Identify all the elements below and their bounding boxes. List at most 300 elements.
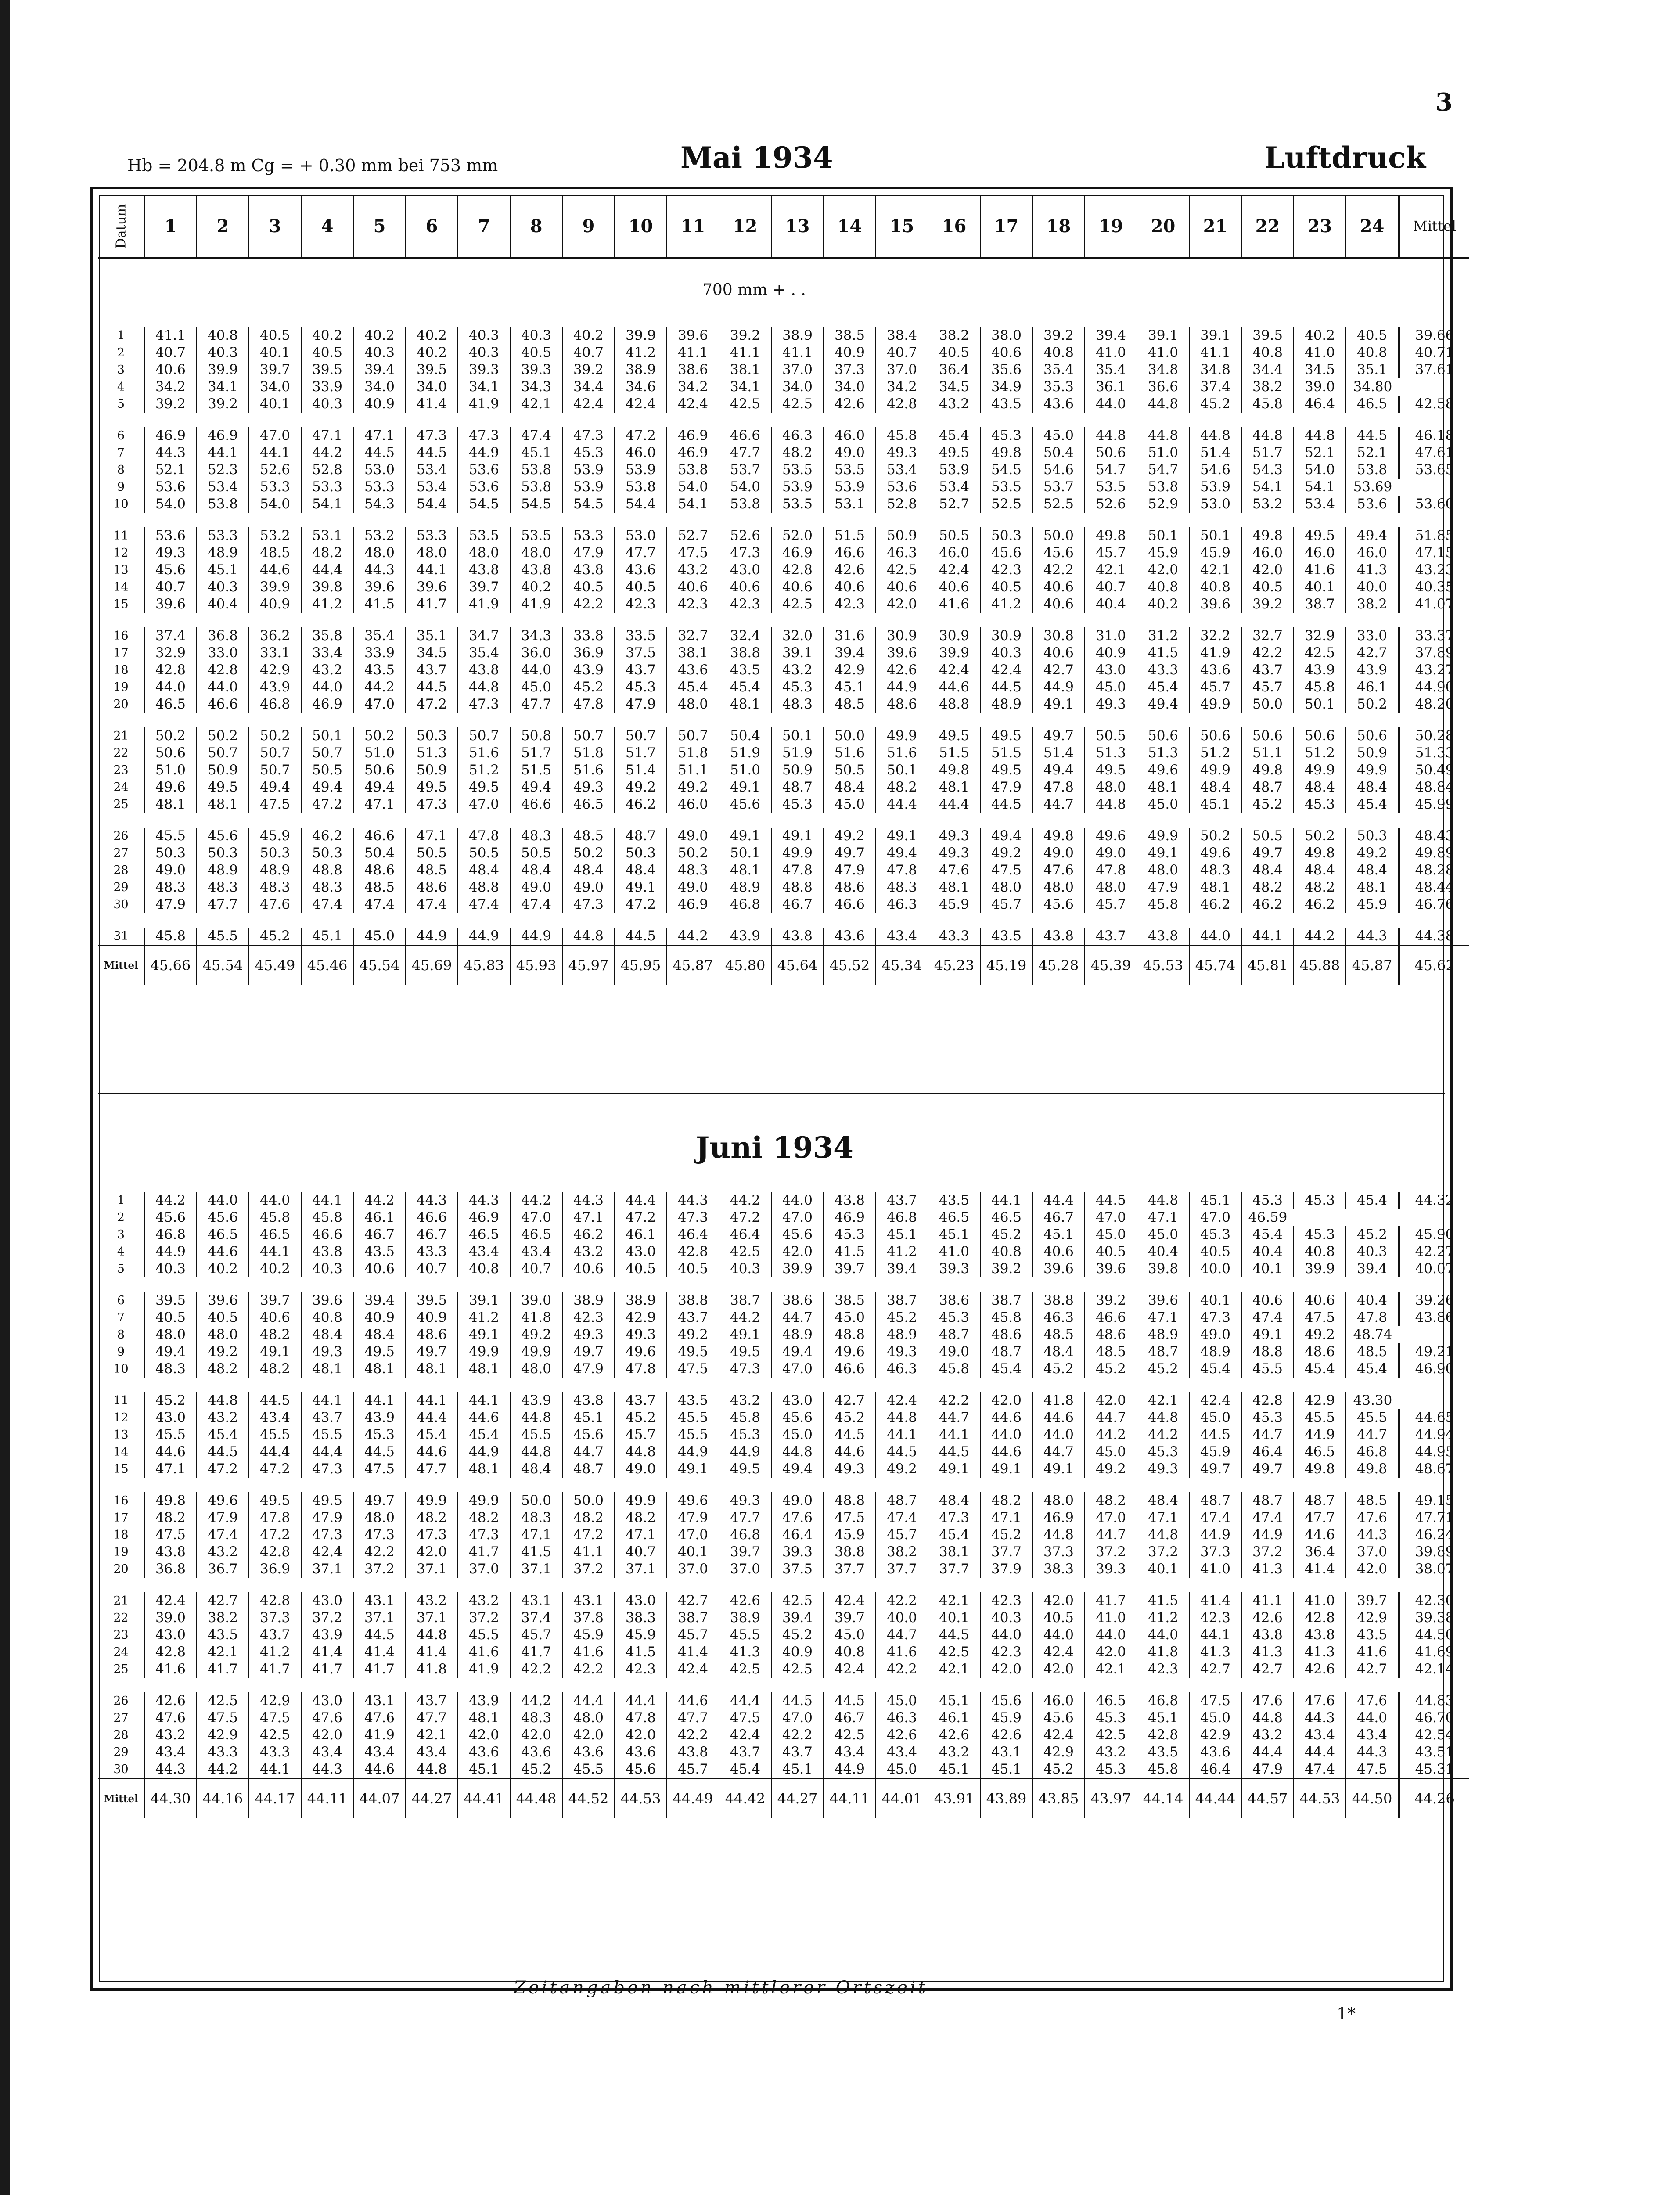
pressure-cell: 50.6 [1294,727,1346,745]
pressure-cell: 44.0 [1137,1626,1189,1644]
day-cell: 22 [113,746,129,760]
pressure-cell: 38.0 [980,327,1032,344]
pressure-cell: 46.4 [719,1226,771,1243]
mean-cell: 45.23 [928,945,980,985]
pressure-cell: 40.5 [1085,1243,1137,1260]
table-row [98,1644,1469,1661]
pressure-cell: 44.3 [458,1192,510,1209]
day-cell: 18 [113,663,129,677]
pressure-cell: 43.1 [353,1692,406,1709]
pressure-cell: 50.7 [301,745,353,762]
pressure-cell: 45.3 [1241,1409,1294,1426]
pressure-cell: 50.7 [458,727,510,745]
hour-header: 20 [1137,195,1189,258]
pressure-cell: 42.9 [249,1692,301,1709]
pressure-cell: 54.3 [1241,461,1294,479]
pressure-cell: 42.3 [824,596,876,613]
pressure-cell: 47.2 [719,1209,771,1226]
pressure-cell: 42.5 [771,596,824,613]
row-spacer [98,1678,1469,1692]
pressure-cell: 48.9 [719,879,771,896]
table-row [98,479,1469,496]
pressure-cell: 42.9 [197,1727,249,1744]
daily-mean-cell: 39.38 [1399,1609,1469,1626]
pressure-cell: 47.3 [458,1526,510,1544]
pressure-cell: 48.7 [928,1326,980,1343]
pressure-cell: 47.8 [562,696,615,713]
pressure-cell: 44.0 [1032,1626,1085,1644]
hour-header: 6 [406,195,458,258]
pressure-cell: 39.9 [771,1260,824,1277]
table-row [98,1443,1469,1461]
daily-mean-cell: 50.28 [1399,727,1469,745]
pressure-cell: 43.7 [406,662,458,679]
pressure-cell: 45.0 [824,1626,876,1644]
pressure-cell: 53.5 [824,461,876,479]
pressure-cell: 43.0 [719,561,771,579]
day-cell: 9 [117,480,125,494]
pressure-cell: 47.2 [406,696,458,713]
pressure-cell: 45.9 [562,1626,615,1644]
pressure-cell: 45.6 [719,796,771,813]
pressure-cell: 52.6 [249,461,301,479]
table-row [98,461,1469,479]
pressure-cell: 40.6 [1032,644,1085,662]
pressure-cell: 44.7 [1241,1426,1294,1443]
table-row [98,1509,1469,1526]
pressure-cell: 48.7 [615,828,667,845]
hour-header: 2 [197,195,249,258]
hour-header: 4 [301,195,353,258]
pressure-cell: 46.8 [719,896,771,913]
pressure-cell: 42.8 [1241,1392,1294,1409]
pressure-cell: 44.8 [458,679,510,696]
pressure-cell: 44.5 [1189,1426,1241,1443]
pressure-cell: 54.0 [667,479,719,496]
pressure-cell: 41.4 [353,1644,406,1661]
pressure-cell: 45.7 [1085,544,1137,561]
pressure-cell: 39.5 [301,361,353,378]
pressure-cell: 49.0 [562,879,615,896]
pressure-cell: 53.7 [1032,479,1085,496]
pressure-cell: 48.6 [406,1326,458,1343]
table-row [98,1360,1469,1378]
pressure-cell: 41.5 [615,1644,667,1661]
pressure-cell: 49.5 [406,779,458,796]
pressure-cell: 38.7 [667,1609,719,1626]
june-table [98,1192,1469,1818]
pressure-cell: 45.0 [1189,1709,1241,1727]
pressure-cell: 40.8 [1294,1243,1346,1260]
pressure-cell: 45.2 [980,1526,1032,1544]
hour-header: 16 [928,195,980,258]
pressure-cell: 40.1 [249,396,301,413]
pressure-cell: 47.5 [1189,1692,1241,1709]
pressure-cell: 44.2 [510,1692,562,1709]
pressure-cell: 42.8 [144,662,197,679]
pressure-cell: 51.9 [771,745,824,762]
pressure-cell: 45.3 [562,444,615,461]
pressure-cell: 47.4 [1189,1509,1241,1526]
pressure-cell: 35.4 [353,627,406,644]
mean-cell: 44.53 [615,1778,667,1818]
pressure-cell: 44.6 [980,1443,1032,1461]
pressure-cell: 38.9 [615,361,667,378]
pressure-cell: 49.3 [301,1343,353,1360]
pressure-cell: 45.6 [771,1409,824,1426]
pressure-cell: 39.5 [406,361,458,378]
pressure-cell: 53.2 [1241,496,1294,513]
pressure-cell: 54.5 [562,496,615,513]
pressure-cell: 44.5 [353,444,406,461]
pressure-cell: 50.3 [197,845,249,862]
pressure-cell: 49.1 [719,1326,771,1343]
pressure-cell: 46.2 [1241,896,1294,913]
pressure-cell: 44.2 [353,1192,406,1209]
pressure-cell: 43.8 [144,1544,197,1561]
daily-mean-cell: 49.21 [1399,1343,1469,1360]
daily-mean-cell: 48.44 [1399,879,1469,896]
pressure-cell: 49.4 [980,828,1032,845]
hour-header: 24 [1346,195,1399,258]
pressure-cell: 44.0 [301,679,353,696]
pressure-cell: 41.2 [980,596,1032,613]
daily-mean-cell: 44.95 [1399,1443,1469,1461]
pressure-cell: 41.6 [1294,561,1346,579]
pressure-cell: 48.2 [1085,1492,1137,1509]
table-row [98,862,1469,879]
pressure-cell: 45.5 [510,1426,562,1443]
hour-header: 18 [1032,195,1085,258]
day-cell: 26 [113,829,129,843]
pressure-cell: 42.7 [1241,1661,1294,1678]
pressure-cell: 42.5 [928,1644,980,1661]
pressure-cell: 45.3 [824,1226,876,1243]
pressure-cell: 40.8 [301,1309,353,1326]
pressure-cell: 50.3 [1346,828,1399,845]
pressure-cell: 47.8 [1346,1309,1399,1326]
monthly-mean-row [98,1778,1469,1818]
mean-cell: 44.49 [667,1778,719,1818]
pressure-cell: 38.2 [1241,378,1294,396]
pressure-cell: 45.4 [1294,1360,1346,1378]
pressure-cell: 39.7 [1346,1592,1399,1609]
pressure-cell: 48.7 [1241,779,1294,796]
pressure-cell: 49.5 [980,762,1032,779]
pressure-cell: 46.6 [197,696,249,713]
pressure-cell: 53.1 [824,496,876,513]
pressure-cell: 48.0 [144,1326,197,1343]
pressure-cell: 43.4 [144,1744,197,1761]
daily-mean-cell: 45.31 [1399,1761,1469,1778]
pressure-cell: 46.2 [1294,896,1346,913]
pressure-cell: 44.6 [928,679,980,696]
pressure-cell: 49.4 [1032,762,1085,779]
pressure-cell: 48.7 [562,1461,615,1478]
pressure-cell: 42.3 [1137,1661,1189,1678]
pressure-cell: 44.3 [667,1192,719,1209]
pressure-cell: 50.3 [615,845,667,862]
pressure-cell: 37.1 [353,1609,406,1626]
table-row [98,1409,1469,1426]
pressure-cell: 43.2 [562,1243,615,1260]
pressure-cell: 40.1 [1241,1260,1294,1277]
pressure-cell: 41.3 [1189,1644,1241,1661]
pressure-cell: 42.4 [615,396,667,413]
pressure-cell: 44.8 [1137,396,1189,413]
pressure-cell: 47.5 [1294,1309,1346,1326]
pressure-cell: 45.9 [928,896,980,913]
pressure-cell: 32.9 [144,644,197,662]
pressure-cell: 44.6 [824,1443,876,1461]
pressure-cell: 47.8 [876,862,928,879]
pressure-cell: 43.9 [562,662,615,679]
pressure-cell: 33.9 [353,644,406,662]
pressure-cell: 43.1 [353,1592,406,1609]
pressure-cell: 49.6 [197,1492,249,1509]
pressure-cell: 40.6 [249,1309,301,1326]
pressure-cell: 49.5 [458,779,510,796]
pressure-cell: 46.7 [406,1226,458,1243]
pressure-cell: 48.4 [562,862,615,879]
pressure-cell: 47.7 [615,544,667,561]
day-cell: 7 [117,446,125,460]
pressure-cell: 40.7 [876,344,928,361]
pressure-cell: 39.4 [824,644,876,662]
pressure-cell: 41.2 [301,596,353,613]
mean-cell: 44.52 [562,1778,615,1818]
pressure-cell: 53.5 [771,496,824,513]
pressure-cell: 44.8 [1085,796,1137,813]
pressure-cell: 46.7 [771,896,824,913]
pressure-cell: 41.6 [562,1644,615,1661]
pressure-cell: 50.5 [824,762,876,779]
pressure-cell: 38.8 [824,1544,876,1561]
pressure-cell: 47.2 [615,427,667,444]
pressure-cell: 46.9 [667,427,719,444]
pressure-cell: 45.7 [667,1626,719,1644]
pressure-cell: 43.2 [197,1544,249,1561]
pressure-cell: 40.6 [1032,596,1085,613]
pressure-cell: 49.0 [824,444,876,461]
pressure-cell: 39.4 [1346,1260,1399,1277]
pressure-cell: 54.4 [615,496,667,513]
mean-cell: 45.74 [1189,945,1241,985]
pressure-cell: 42.5 [1085,1727,1137,1744]
pressure-cell: 45.4 [406,1426,458,1443]
pressure-cell: 40.0 [1189,1260,1241,1277]
pressure-cell: 46.1 [928,1709,980,1727]
pressure-cell: 44.2 [144,1192,197,1209]
pressure-cell: 40.8 [458,1260,510,1277]
pressure-cell: 43.8 [562,1392,615,1409]
pressure-cell: 49.3 [1085,696,1137,713]
pressure-cell: 39.6 [1032,1260,1085,1277]
pressure-cell: 45.2 [1346,1226,1399,1243]
unit-note: 700 mm + . . [702,281,806,299]
pressure-cell: 42.0 [1241,561,1294,579]
pressure-cell: 40.3 [510,327,562,344]
pressure-cell: 51.4 [1189,444,1241,461]
pressure-cell: 44.8 [510,1443,562,1461]
hour-header: 17 [980,195,1032,258]
pressure-cell: 50.6 [144,745,197,762]
daily-mean-cell: 42.58 [1399,396,1469,413]
pressure-cell: 48.4 [1189,779,1241,796]
mean-cell: 44.11 [301,1778,353,1818]
pressure-cell: 48.7 [1189,1492,1241,1509]
pressure-cell: 45.0 [1085,679,1137,696]
pressure-cell: 34.5 [1294,361,1346,378]
pressure-cell: 40.6 [1241,1292,1294,1309]
pressure-cell: 47.1 [406,828,458,845]
pressure-cell: 53.2 [249,527,301,544]
pressure-cell: 50.9 [771,762,824,779]
pressure-cell: 48.7 [1241,1492,1294,1509]
pressure-cell: 38.2 [928,327,980,344]
table-row [98,928,1469,945]
pressure-cell: 42.1 [1085,561,1137,579]
pressure-cell: 50.1 [771,727,824,745]
pressure-cell: 41.6 [1346,1644,1399,1661]
hour-header: 12 [719,195,771,258]
daily-mean-cell: 46.90 [1399,1360,1469,1378]
pressure-cell: 42.5 [249,1727,301,1744]
pressure-cell: 47.5 [249,1709,301,1727]
pressure-cell: 46.6 [510,796,562,813]
mean-cell: 45.64 [771,945,824,985]
pressure-cell: 43.7 [1085,928,1137,945]
pressure-cell: 48.9 [1137,1326,1189,1343]
pressure-cell: 48.8 [771,879,824,896]
table-row [98,1526,1469,1544]
pressure-cell: 44.6 [144,1443,197,1461]
pressure-cell: 45.9 [1189,544,1241,561]
pressure-cell: 39.4 [771,1609,824,1626]
pressure-cell: 48.2 [406,1509,458,1526]
pressure-cell: 41.7 [510,1644,562,1661]
pressure-cell: 46.4 [1189,1761,1241,1778]
pressure-cell: 50.3 [249,845,301,862]
pressure-cell: 47.0 [510,1209,562,1226]
pressure-cell: 47.5 [980,862,1032,879]
pressure-cell: 45.1 [197,561,249,579]
pressure-cell: 51.4 [615,762,667,779]
pressure-cell: 44.4 [301,1443,353,1461]
daily-mean-cell: 43.30 [1346,1392,1399,1409]
pressure-cell: 47.2 [197,1461,249,1478]
pressure-cell: 47.4 [510,427,562,444]
pressure-cell: 44.7 [928,1409,980,1426]
pressure-cell: 36.1 [1085,378,1137,396]
pressure-cell: 30.9 [928,627,980,644]
pressure-cell: 40.7 [510,1260,562,1277]
pressure-cell: 43.2 [928,396,980,413]
pressure-cell: 40.2 [1137,596,1189,613]
pressure-cell: 42.2 [1032,561,1085,579]
pressure-cell: 48.0 [510,544,562,561]
pressure-cell: 41.7 [197,1661,249,1678]
pressure-cell: 49.5 [667,1343,719,1360]
pressure-cell: 49.5 [249,1492,301,1509]
table-row [98,727,1469,745]
table-row [98,327,1469,344]
pressure-cell: 48.6 [824,879,876,896]
daily-mean-cell: 37.89 [1399,644,1469,662]
pressure-cell: 34.8 [1137,361,1189,378]
hour-header: 7 [458,195,510,258]
pressure-cell: 38.1 [928,1544,980,1561]
pressure-cell: 41.7 [406,596,458,613]
pressure-cell: 45.2 [1137,1360,1189,1378]
mean-cell: 44.30 [144,1778,197,1818]
pressure-cell: 40.5 [615,1260,667,1277]
pressure-cell: 40.5 [144,1309,197,1326]
pressure-cell: 42.0 [458,1727,510,1744]
pressure-cell: 47.3 [458,427,510,444]
page-number: 3 [1435,88,1453,117]
pressure-cell: 42.4 [980,662,1032,679]
pressure-cell: 44.6 [1032,1409,1085,1426]
daily-mean-cell: 39.89 [1399,1544,1469,1561]
pressure-cell: 42.3 [615,596,667,613]
pressure-cell: 50.3 [406,727,458,745]
pressure-cell: 41.7 [249,1661,301,1678]
pressure-cell: 39.2 [1032,327,1085,344]
pressure-cell: 48.3 [667,862,719,879]
pressure-cell: 42.4 [824,1592,876,1609]
mean-cell: 44.17 [249,1778,301,1818]
pressure-cell: 50.7 [667,727,719,745]
pressure-cell: 44.0 [197,1192,249,1209]
table-row [98,1426,1469,1443]
pressure-cell: 42.3 [980,561,1032,579]
pressure-cell: 53.8 [1346,461,1399,479]
pressure-cell: 45.9 [980,1709,1032,1727]
pressure-cell: 37.7 [824,1561,876,1578]
pressure-cell: 45.4 [1346,1360,1399,1378]
pressure-cell: 34.4 [1241,361,1294,378]
column-header [98,195,1469,259]
pressure-cell: 47.3 [458,696,510,713]
pressure-cell: 44.6 [458,1409,510,1426]
pressure-cell: 51.0 [144,762,197,779]
pressure-cell: 39.0 [510,1292,562,1309]
pressure-cell: 44.1 [1189,1626,1241,1644]
pressure-cell: 39.2 [719,327,771,344]
pressure-cell: 38.2 [876,1544,928,1561]
pressure-cell: 49.4 [876,845,928,862]
pressure-cell: 46.8 [144,1226,197,1243]
mean-cell: 44.14 [1137,1778,1189,1818]
pressure-cell: 40.3 [301,1260,353,1277]
mean-cell: 45.87 [667,945,719,985]
pressure-cell: 51.0 [353,745,406,762]
pressure-cell: 30.9 [876,627,928,644]
day-cell: 2 [117,346,125,360]
pressure-cell: 49.4 [510,779,562,796]
pressure-cell: 42.5 [771,396,824,413]
pressure-cell: 40.1 [1294,579,1346,596]
pressure-cell: 45.6 [771,1226,824,1243]
pressure-cell: 43.4 [406,1744,458,1761]
pressure-cell: 42.8 [771,561,824,579]
table-row [98,1292,1469,1309]
day-cell: 1 [117,1194,125,1207]
pressure-cell: 40.5 [980,579,1032,596]
pressure-cell: 46.4 [1241,1443,1294,1461]
pressure-cell: 40.8 [1189,579,1241,596]
